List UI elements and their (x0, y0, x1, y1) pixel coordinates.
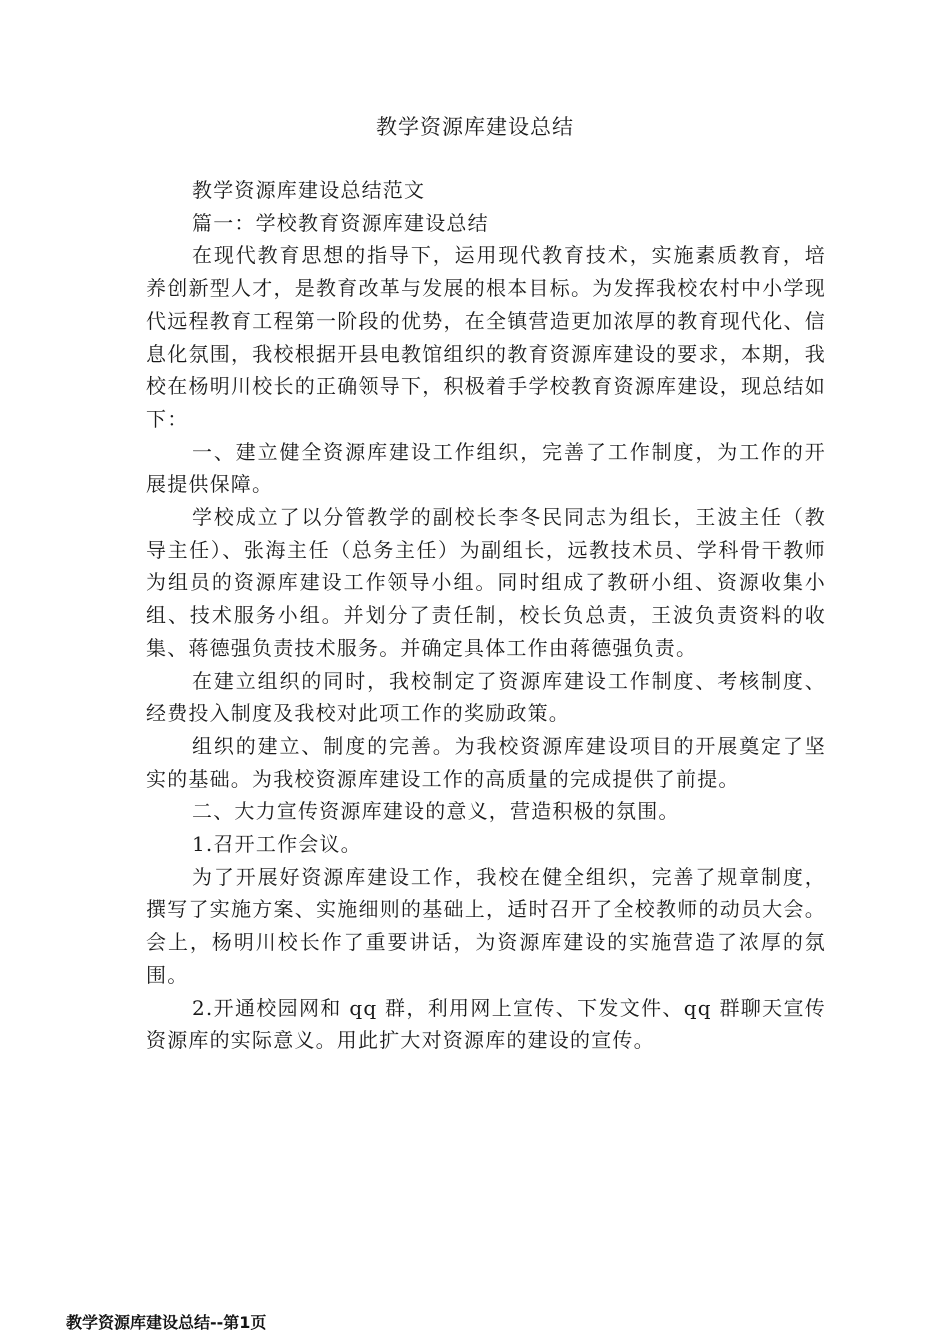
paragraph-section-heading: 篇一：学校教育资源库建设总结 (192, 210, 489, 235)
paragraph-regulations: 在建立组织的同时，我校制定了资源库建设工作制度、考核制度、经费投入制度及我校对此项工作的奖励政策。 (146, 668, 826, 726)
paragraph-foundation: 组织的建立、制度的完善。为我校资源库建设项目的开展奠定了坚实的基础。为我校资源库建设工作的高质量的完成提供了前提。 (146, 733, 826, 791)
document-title: 教学资源库建设总结 (376, 115, 574, 139)
paragraph-organization: 学校成立了以分管教学的副校长李冬民同志为组长，王波主任（教导主任）、张海主任（总务主任）为副组长，远教技术员、学科骨干教师为组员的资源库建设工作领导小组。同时组成了教研小组、资源收集小组、技术服务小组。并划分了责任制，校长负总责，王波负责资料的收集、蒋德强负责技术服务。并确定具体工作由蒋德强负责。 (146, 505, 826, 660)
paragraph-heading-1: 一、建立健全资源库建设工作组织，完善了工作制度，为工作的开展提供保障。 (146, 439, 826, 497)
paragraph-meeting: 为了开展好资源库建设工作，我校在健全组织，完善了规章制度，撰写了实施方案、实施细则的基础上，适时召开了全校教师的动员大会。会上，杨明川校长作了重要讲话，为资源库建设的实施营造了浓厚的氛围。 (146, 864, 826, 987)
paragraph-subtitle: 教学资源库建设总结范文 (192, 178, 426, 202)
paragraph-heading-2: 二、大力宣传资源库建设的意义，营造积极的氛围。 (192, 799, 680, 824)
paragraph-item-2: 2.开通校园网和 qq 群，利用网上宣传、下发文件、qq 群聊天宣传资源库的实际意义。用此扩大对资源库的建设的宣传。 (146, 995, 826, 1053)
document-body (146, 174, 826, 1057)
paragraph-intro: 在现代教育思想的指导下，运用现代教育技术，实施素质教育，培养创新型人才，是教育改革与发展的根本目标。为发挥我校农村中小学现代远程教育工程第一阶段的优势，在全镇营造更加浓厚的教育现代化、信息化氛围，我校根据开县电教馆组织的教育资源库建设的要求，本期，我校在杨明川校长的正确领导下，积极着手学校教育资源库建设，现总结如下： (146, 243, 826, 431)
paragraph-item-1: 1.召开工作会议。 (192, 832, 362, 857)
page-footer: 教学资源库建设总结--第1页 (66, 1313, 267, 1332)
